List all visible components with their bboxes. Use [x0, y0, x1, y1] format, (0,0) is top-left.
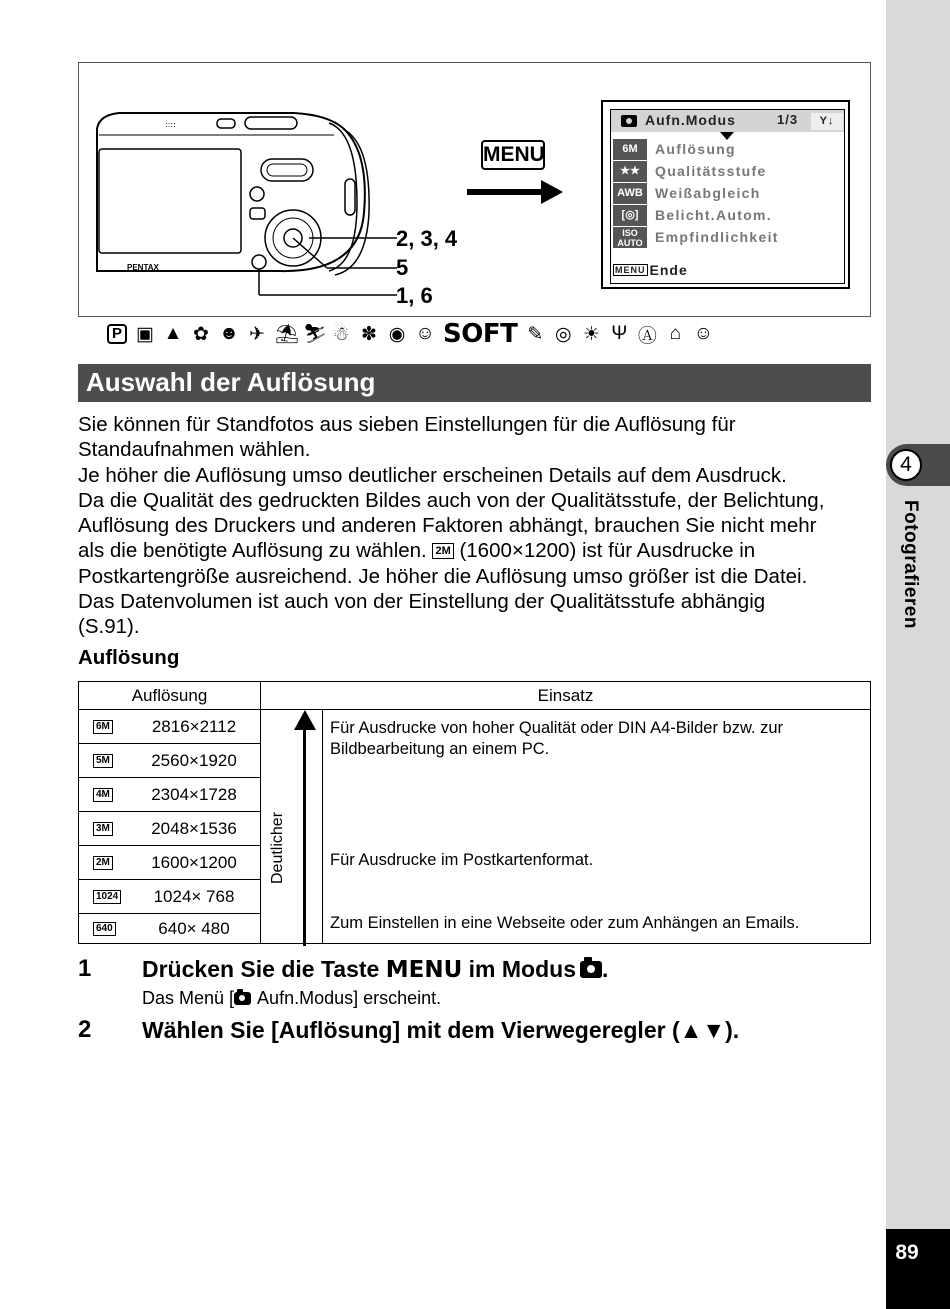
mode-icon: ◎	[555, 323, 572, 345]
program-mode-icon: P	[107, 324, 127, 344]
step-number: 2	[78, 1016, 92, 1043]
mode-icon: ☻	[219, 323, 240, 344]
lcd-menu-item: [◎] Belicht.Autom.	[613, 205, 843, 226]
chapter-number: 4	[890, 449, 922, 481]
camera-icon	[580, 961, 602, 978]
menu-button-label: MENU	[481, 140, 545, 170]
lcd-page: 1/3	[777, 112, 799, 127]
table-row: 1024 1024× 768	[79, 880, 261, 914]
section-title: Auswahl der Auflösung	[86, 367, 376, 397]
lcd-footer: MENU Ende	[615, 262, 688, 278]
mode-icon: ⛱	[275, 324, 300, 345]
callout-5: 5	[396, 255, 409, 280]
lcd-menu-item: ISO AUTO Empfindlichkeit	[613, 227, 843, 248]
table-header: Auflösung	[79, 682, 261, 710]
callout-16: 1, 6	[396, 283, 433, 308]
arrow-head-icon	[541, 180, 563, 204]
brand-label: PENTAX	[127, 263, 159, 272]
mode-icon: Ⓐ	[637, 325, 657, 347]
mode-icon: ☺	[693, 323, 714, 344]
mode-icon: ✽	[361, 323, 377, 345]
mode-icon: ▣	[136, 323, 154, 345]
mode-icon: ⌂	[669, 323, 682, 344]
menu-key-label: MENU	[385, 957, 463, 983]
mode-icon: ◉	[388, 323, 406, 345]
quality-axis-line	[303, 722, 306, 946]
table-row: 6M 2816×2112	[79, 710, 261, 744]
mode-icon: ✿	[193, 323, 209, 345]
mode-icons-row	[107, 320, 872, 348]
mode-icon: ✎	[527, 323, 544, 345]
mode-icon: Ψ	[611, 323, 628, 344]
resolution-icon: 5M	[93, 754, 113, 768]
arrow-right-icon	[467, 189, 545, 195]
resolution-icon: 4M	[93, 788, 113, 802]
table-header: Einsatz	[261, 682, 870, 710]
quality-axis-label: Deutlicher	[269, 811, 286, 884]
table-row: 3M 2048×1536	[79, 812, 261, 846]
svg-text:::::: ::::	[165, 120, 176, 129]
resolution-icon: 1024	[93, 890, 121, 904]
mode-icon: ☃	[332, 323, 350, 345]
quality-icon: ★★	[613, 161, 647, 182]
soft-mode-label: SOFT	[443, 319, 518, 349]
resolution-icon: 6M	[93, 720, 113, 734]
mode-icon: ⛷	[303, 324, 328, 345]
mode-icon: ✈	[249, 323, 265, 345]
setup-icon: Y↓	[811, 113, 843, 130]
lcd-header	[611, 110, 844, 132]
side-strip	[886, 0, 950, 1309]
use-description: Für Ausdrucke von hoher Qualität oder DIN A4-Bilder bzw. zur Bildbearbeitung an einem PC.	[330, 719, 784, 758]
resolution-icon: 640	[93, 922, 116, 936]
chapter-title: Fotografieren	[900, 500, 921, 629]
lcd-menu-item: 6M Auflösung	[613, 139, 843, 160]
menu-key-icon: MENU	[615, 265, 646, 275]
table-row: 4M 2304×1728	[79, 778, 261, 812]
step-number: 1	[78, 955, 92, 982]
step-detail: Das Menü [ Aufn.Modus] erscheint.	[142, 988, 442, 1008]
step-text: Drücken Sie die Taste MENU im Modus .	[142, 956, 609, 983]
resolution-icon: 2M	[93, 856, 113, 870]
table-row: 5M 2560×1920	[79, 744, 261, 778]
use-description: Zum Einstellen in eine Webseite oder zum Anhängen an Emails.	[330, 914, 800, 932]
resolution-icon: 6M	[613, 139, 647, 160]
metering-icon: [◎]	[613, 205, 647, 226]
mode-icon: ☺	[415, 323, 435, 344]
use-description: Für Ausdrucke im Postkartenformat.	[330, 851, 594, 869]
table-title: Auflösung	[78, 646, 180, 669]
resolution-icon: 3M	[93, 822, 113, 836]
resolution-table	[78, 681, 871, 944]
camera-icon	[234, 992, 251, 1005]
white-balance-icon: AWB	[613, 183, 647, 204]
mode-icon: ☀	[582, 323, 600, 345]
lcd-menu-item: ★★ Qualitätsstufe	[613, 161, 843, 182]
page-number: 89	[895, 1241, 919, 1264]
table-row: 2M 1600×1200	[79, 846, 261, 880]
resolution-2m-icon: 2M	[432, 543, 453, 559]
callout-234: 2, 3, 4	[396, 226, 458, 251]
lcd-menu-item: AWB Weißabgleich	[613, 183, 843, 204]
lcd-screen	[601, 100, 850, 289]
mode-icon: ▲	[163, 323, 183, 344]
intro-paragraph: Sie können für Standfotos aus sieben Einstellungen für die Auflösung für Standaufnahmen wählen. Je höher die Auflösung umso deutlicher erscheinen Details auf dem Ausdruck. Da die Qualität des gedruckten Bildes auch von der Qualitätsstufe, der Belichtung, Auflösung des Druckers und anderen Faktoren abhängt, brauchen Sie nicht mehr als die benötigte Auflösung zu wählen. 2M (1600×1200) ist für Ausdrucke in Postkartengröße ausreichend. Je höher die Auflösung umso größer ist die Datei. Das Datenvolumen ist auch von der Einstellung der Qualitätsstufe abhängig (S.91).	[78, 413, 825, 639]
lcd-title: Aufn.Modus	[645, 112, 736, 128]
table-row: 640 640× 480	[79, 914, 261, 943]
up-arrow-icon	[294, 710, 316, 730]
camera-icon	[621, 115, 637, 127]
iso-icon: ISO AUTO	[613, 227, 647, 248]
step-text: Wählen Sie [Auflösung] mit dem Vierwegeregler (▲▼).	[142, 1017, 740, 1043]
